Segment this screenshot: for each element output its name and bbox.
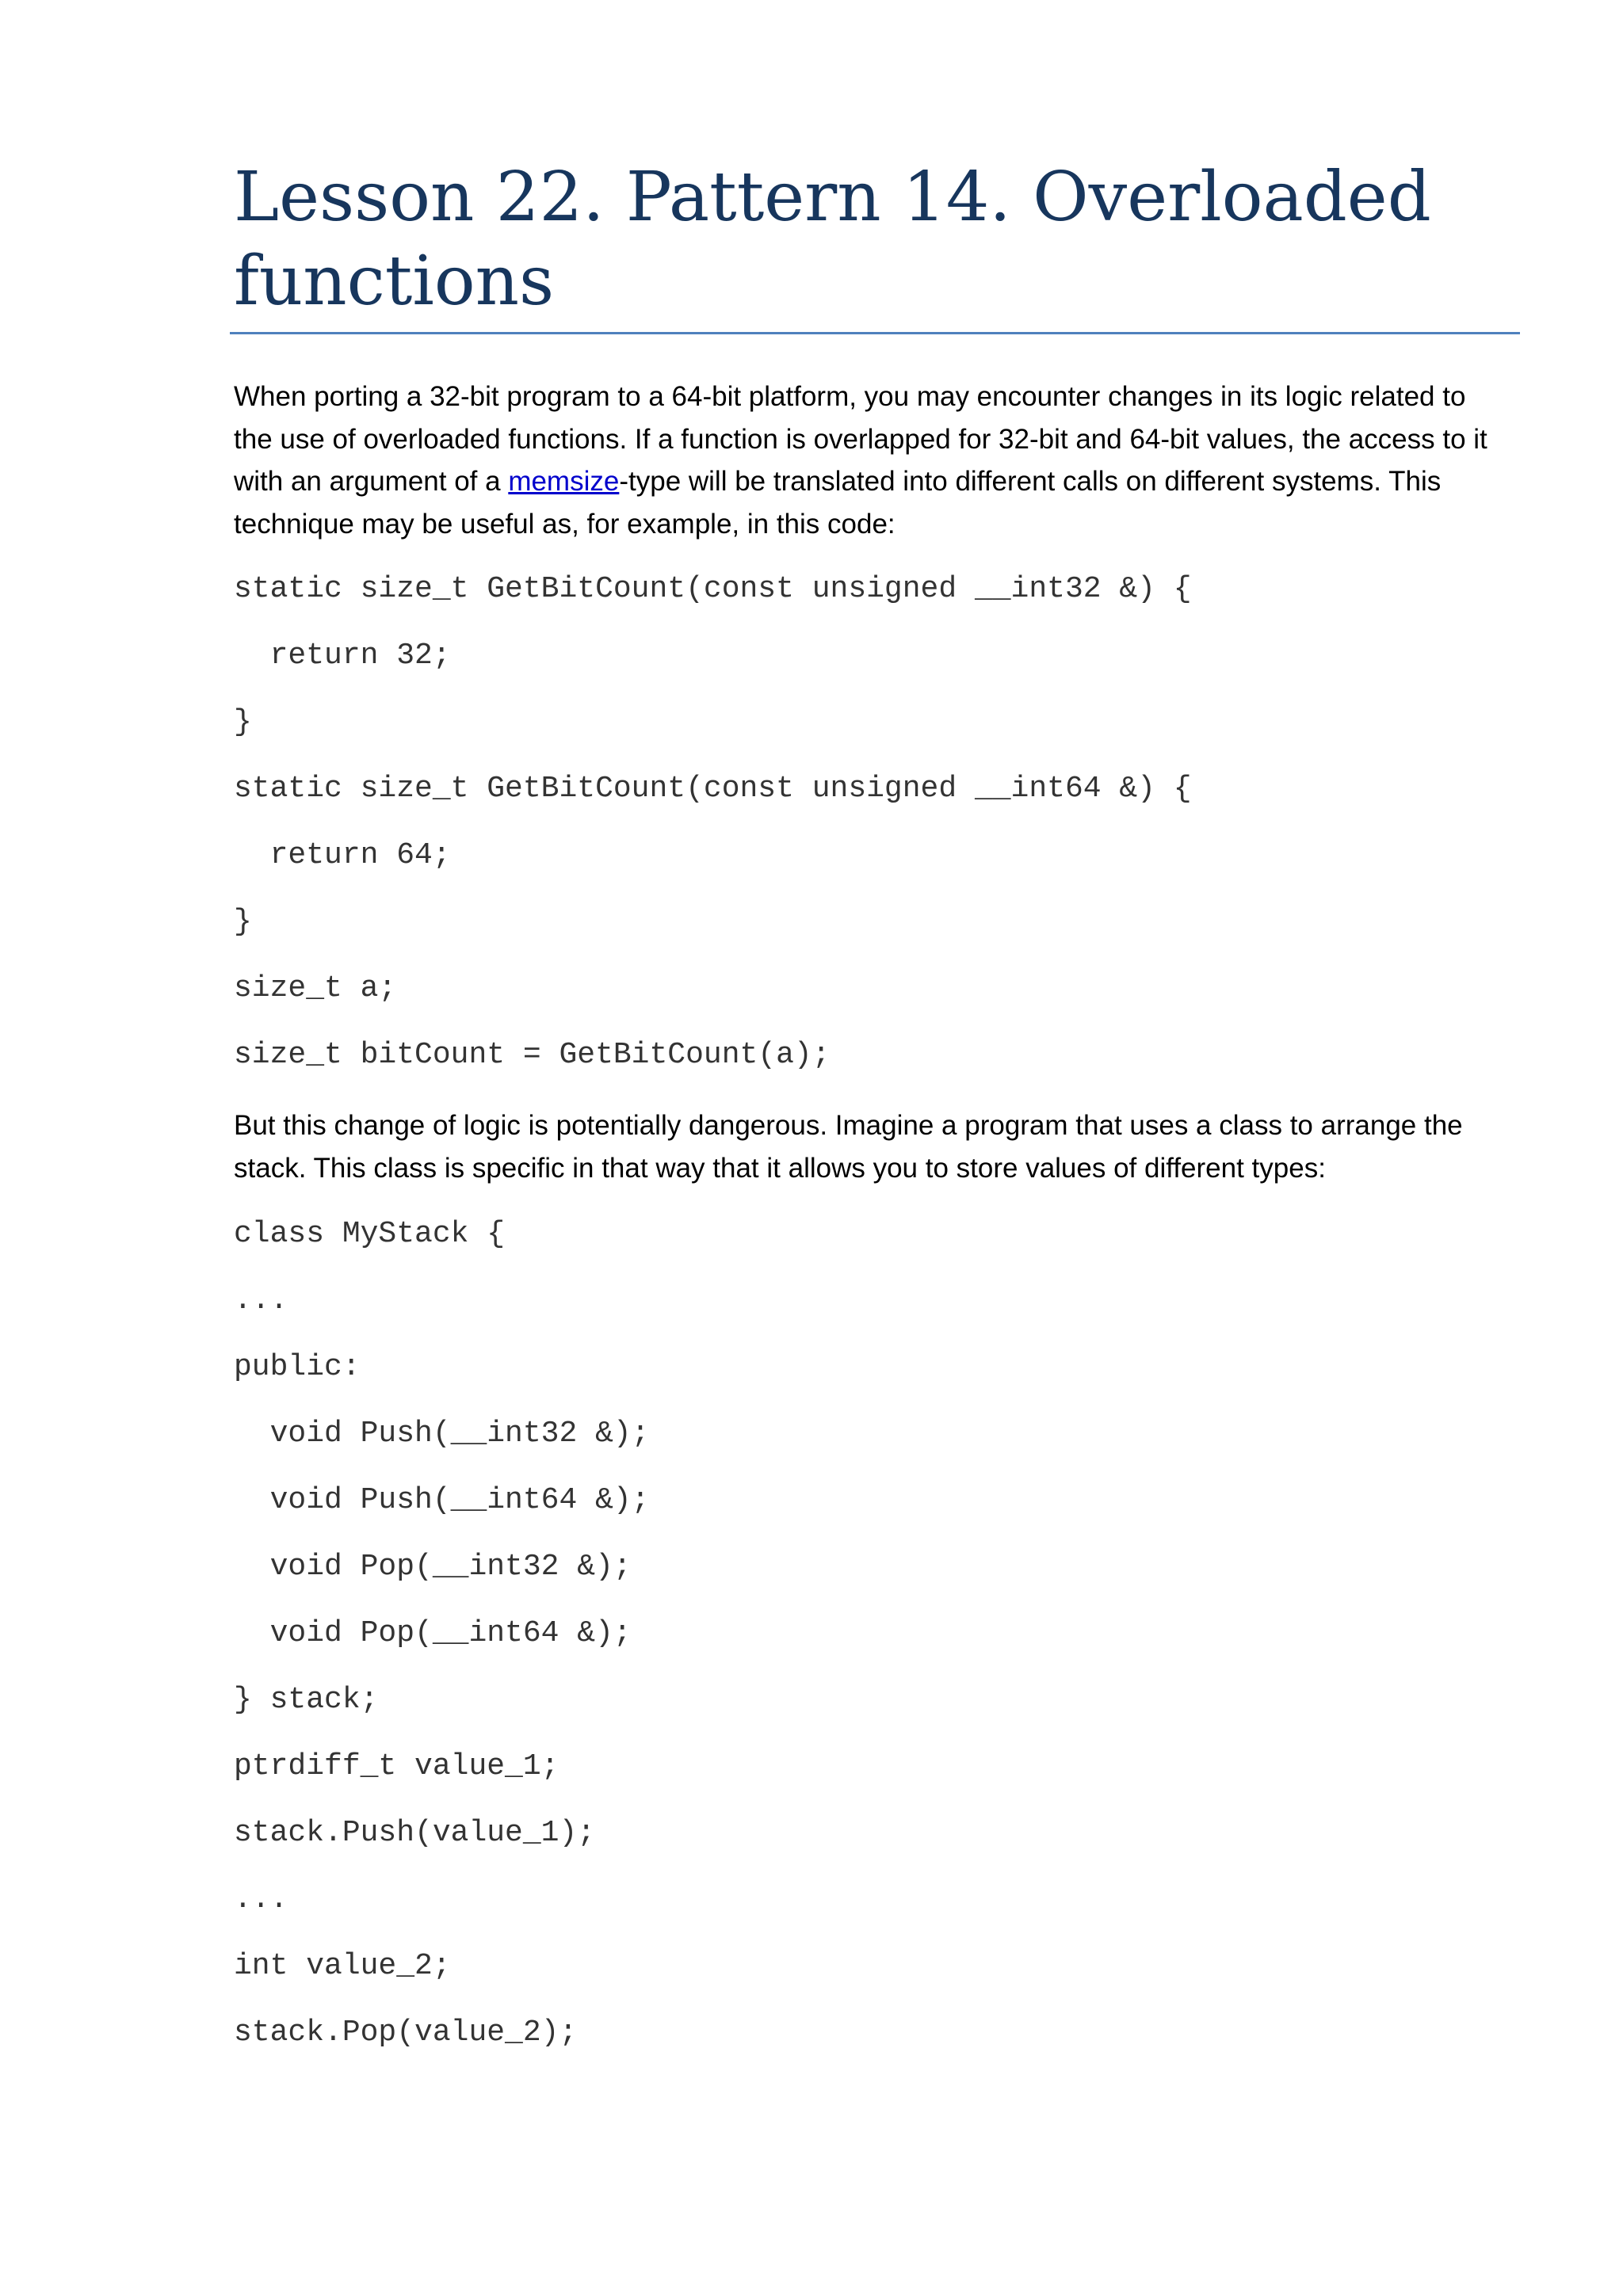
code-line: ...	[234, 1882, 288, 1917]
code-line: } stack;	[234, 1683, 379, 1717]
code-line: void Pop(__int64 &);	[234, 1616, 632, 1650]
code-line: stack.Push(value_1);	[234, 1816, 596, 1850]
code-line: void Pop(__int32 &);	[234, 1550, 632, 1584]
code-line: ...	[234, 1283, 288, 1318]
intro-paragraph	[234, 376, 1502, 545]
memsize-link[interactable]: memsize	[508, 466, 620, 497]
code-line: return 32;	[234, 639, 451, 673]
code-line: }	[234, 905, 252, 939]
code-line: static size_t GetBitCount(const unsigned __int64 &) {	[234, 772, 1192, 806]
title-underline	[230, 332, 1520, 334]
code-line: ptrdiff_t value_1;	[234, 1749, 559, 1783]
body-paragraph: But this change of logic is potentially dangerous. Imagine a program that uses a class to arrange the stack. This class is specific in that way that it allows you to store values of different types:	[234, 1110, 1463, 1184]
code-line: size_t a;	[234, 971, 397, 1005]
code-line: void Push(__int32 &);	[234, 1417, 650, 1451]
intro-text-after-link: -type will be translated into different calls on different systems. This technique may be useful as, for example, in this code:	[234, 466, 1442, 540]
code-line: class MyStack {	[234, 1217, 506, 1251]
code-line: size_t bitCount = GetBitCount(a);	[234, 1038, 831, 1072]
code-line: void Push(__int64 &);	[234, 1483, 650, 1517]
page-title: Lesson 22. Pattern 14. Overloaded functions	[234, 158, 1431, 321]
code-line: stack.Pop(value_2);	[234, 2016, 578, 2050]
code-line: return 64;	[234, 838, 451, 872]
code-line: }	[234, 705, 252, 739]
intro-text-before-link: When porting a 32-bit program to a 64-bit platform, you may encounter changes in its logic related to the use of overloaded functions. If a function is overlapped for 32-bit and 64-bit values, the access to it with an argument of a	[234, 381, 1487, 497]
code-line: static size_t GetBitCount(const unsigned __int32 &) {	[234, 572, 1192, 606]
code-line: int value_2;	[234, 1949, 451, 1983]
code-line: public:	[234, 1350, 361, 1384]
